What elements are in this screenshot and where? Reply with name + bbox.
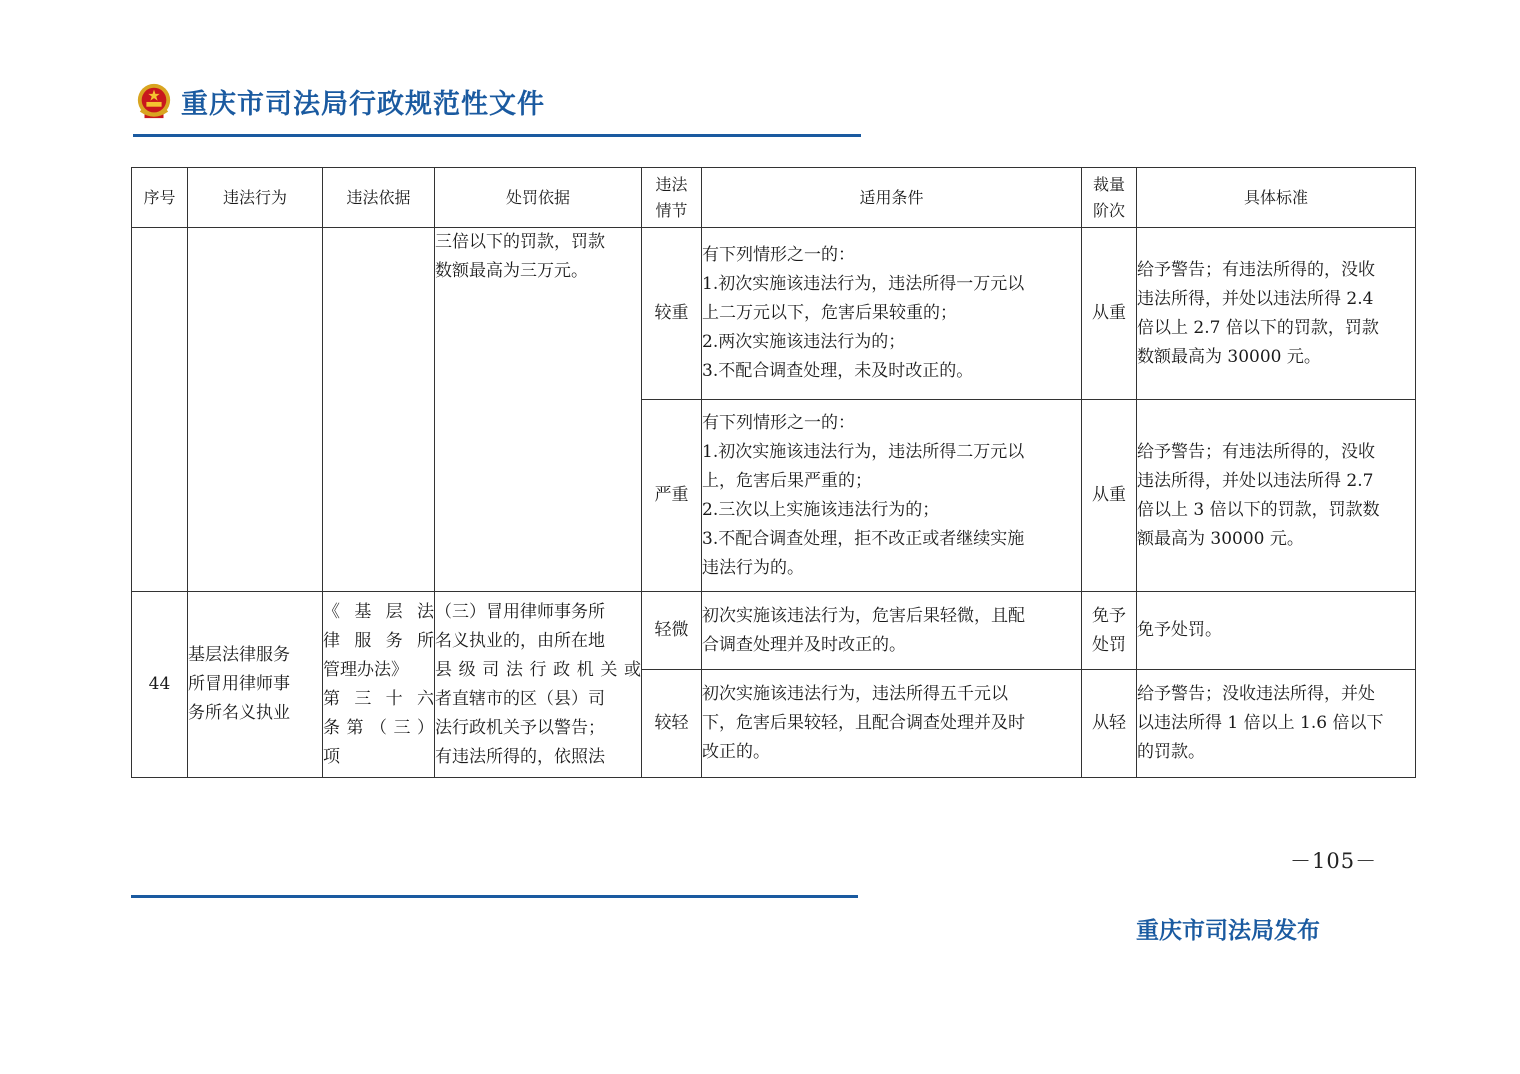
publisher-label: 重庆市司法局发布: [1136, 918, 1320, 944]
header-cell-penalty-basis: 处罚依据: [435, 168, 642, 228]
cell-conditions: 初次实施该违法行为，危害后果轻微，且配 合调查处理并及时改正的。: [702, 592, 1082, 670]
cell-legal-basis: 《基层法 律服务所 管理办法》 第三十六 条第（三） 项: [323, 592, 435, 778]
header-cell-conditions: 适用条件: [702, 168, 1082, 228]
cell-number-empty: [132, 228, 188, 592]
cell-circumstance: 较重: [642, 228, 702, 400]
header-cell-legal-basis: 违法依据: [323, 168, 435, 228]
cell-level: 从重: [1082, 228, 1137, 400]
penalty-standard-table: [131, 167, 1416, 778]
table-header-row: [132, 168, 1416, 228]
cell-conditions: 有下列情形之一的： 1.初次实施该违法行为，违法所得二万元以 上，危害后果严重的； 2.三次以上实施该违法行为的； 3.不配合调查处理，拒不改正或者继续实施 违法行为的。: [702, 400, 1082, 592]
cell-circumstance: 较轻: [642, 670, 702, 778]
cell-conditions: 有下列情形之一的： 1.初次实施该违法行为，违法所得一万元以 上二万元以下，危害后果较重的； 2.两次实施该违法行为的； 3.不配合调查处理，未及时改正的。: [702, 228, 1082, 400]
cell-level: 从重: [1082, 400, 1137, 592]
cell-conditions: 初次实施该违法行为，违法所得五千元以 下，危害后果较轻，且配合调查处理并及时 改正的。: [702, 670, 1082, 778]
cell-level: 免予 处罚: [1082, 592, 1137, 670]
table-row: [132, 592, 1416, 670]
cell-act: 基层法律服务 所冒用律师事 务所名义执业: [188, 592, 323, 778]
header-cell-standard: 具体标准: [1137, 168, 1416, 228]
page-number: －105－: [1290, 849, 1378, 873]
header-cell-number: 序号: [132, 168, 188, 228]
national-emblem-icon: [135, 81, 173, 121]
table-row: [132, 228, 1416, 400]
cell-standard: 免予处罚。: [1137, 592, 1416, 670]
header-cell-act: 违法行为: [188, 168, 323, 228]
cell-legal-basis-empty: [323, 228, 435, 592]
cell-penalty-basis: （三）冒用律师事务所 名义执业的，由所在地 县级司法行政机关或 者直辖市的区（县）司 法行政机关予以警告； 有违法所得的，依照法: [435, 592, 642, 778]
cell-penalty-basis-continued: 三倍以下的罚款，罚款 数额最高为三万元。: [435, 228, 642, 592]
footer-rule: [131, 895, 858, 898]
header-rule: [133, 134, 861, 137]
cell-circumstance: 轻微: [642, 592, 702, 670]
document-header: [135, 78, 545, 124]
cell-standard: 给予警告；有违法所得的，没收 违法所得，并处以违法所得 2.7 倍以上 3 倍以下的罚款，罚款数 额最高为 30000 元。: [1137, 400, 1416, 592]
cell-level: 从轻: [1082, 670, 1137, 778]
header-cell-level: 裁量阶次: [1082, 168, 1137, 228]
cell-circumstance: 严重: [642, 400, 702, 592]
header-title: 重庆市司法局行政规范性文件: [181, 88, 545, 120]
cell-standard: 给予警告；有违法所得的，没收 违法所得，并处以违法所得 2.4 倍以上 2.7 倍以下的罚款，罚款 数额最高为 30000 元。: [1137, 228, 1416, 400]
cell-item-number: 44: [132, 592, 188, 778]
cell-act-empty: [188, 228, 323, 592]
header-cell-circumstance: 违法情节: [642, 168, 702, 228]
cell-standard: 给予警告；没收违法所得，并处 以违法所得 1 倍以上 1.6 倍以下 的罚款。: [1137, 670, 1416, 778]
